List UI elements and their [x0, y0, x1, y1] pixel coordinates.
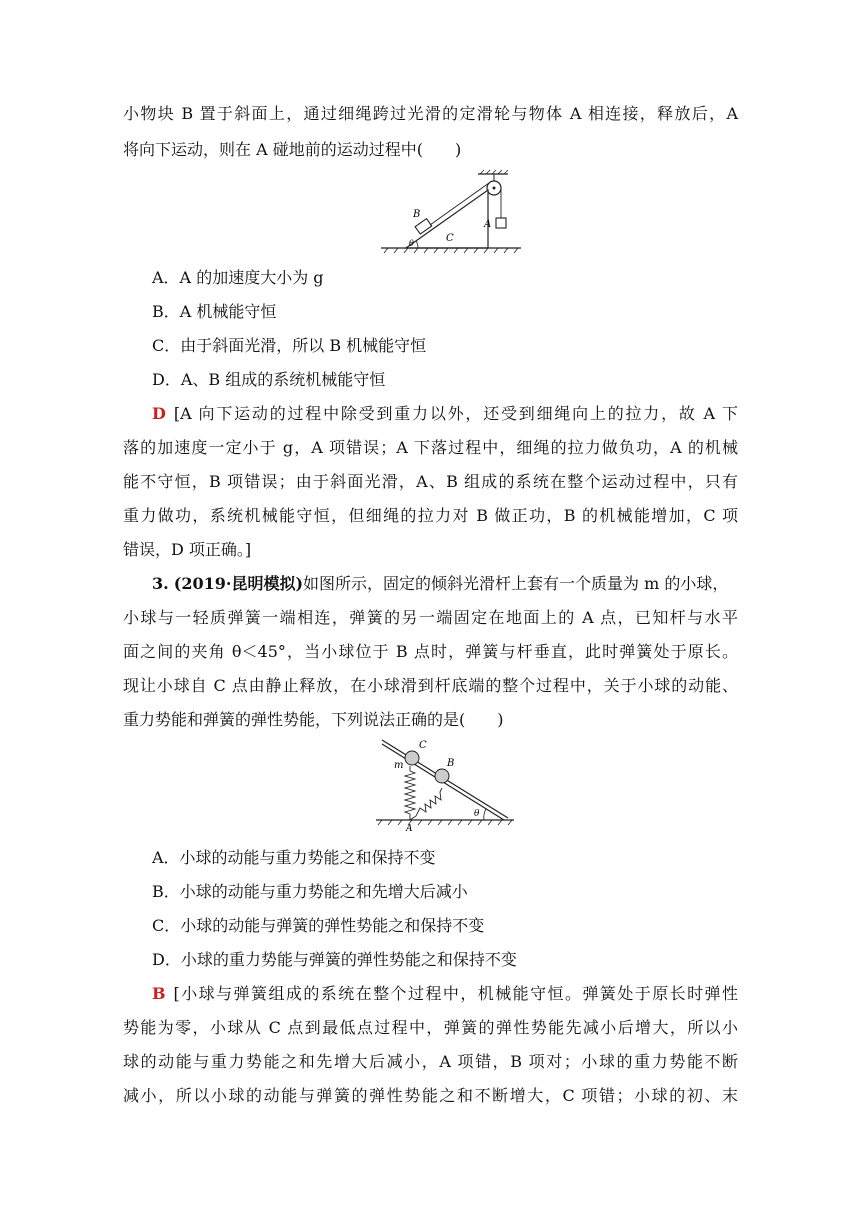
q3-answer-letter: B [152, 984, 166, 1003]
q3-explanation-line-4: 减小，所以小球的动能与弹簧的弹性势能之和不断增大，C 项错；小球的初、末 [123, 1086, 738, 1105]
q3-explanation-line-3: 球的动能与重力势能之和先增大后减小，A 项错，B 项对；小球的重力势能不断 [123, 1052, 738, 1071]
label-b: B [447, 758, 455, 769]
q3-stem-line-1: 3. (2019·昆明模拟)如图所示，固定的倾斜光滑杆上套有一个质量为 m 的小球， [152, 574, 729, 593]
q3-option-b: B．小球的动能与重力势能之和先增大后减小 [152, 882, 468, 901]
q2-option-a: A．A 的加速度大小为 g [152, 268, 324, 287]
q3-stem-line-5: 重力势能和弹簧的弹性势能，下列说法正确的是( ) [123, 710, 504, 729]
incline-pulley-figure [376, 168, 526, 262]
label-a: A [406, 824, 413, 832]
q2-stem-line-1: 小物块 B 置于斜面上，通过细绳跨过光滑的定滑轮与物体 A 相连接，释放后，A [123, 104, 738, 123]
q3-stem-line-3: 面之间的夹角 θ＜45°，当小球位于 B 点时，弹簧与杆垂直，此时弹簧处于原长。 [123, 642, 738, 661]
q3-option-a: A．小球的动能与重力势能之和保持不变 [152, 848, 436, 867]
label-theta: θ [409, 239, 414, 248]
q2-answer-letter: D [152, 404, 166, 423]
q3-explanation-line-2: 势能为零，小球从 C 点到最低点过程中，弹簧的弹性势能先减小后增大，所以小 [123, 1018, 738, 1037]
q3-stem-line-2: 小球与一轻质弹簧一端相连，弹簧的另一端固定在地面上的 A 点，已知杆与水平 [123, 608, 738, 627]
q3-option-c: C．小球的动能与弹簧的弹性势能之和保持不变 [152, 916, 485, 935]
q2-explanation-line-5: 错误，D 项正确。] [123, 540, 252, 559]
q2-option-c: C．由于斜面光滑，所以 B 机械能守恒 [152, 336, 427, 355]
q2-explanation-line-3: 能不守恒，B 项错误；由于斜面光滑，A、B 组成的系统在整个运动过程中，只有 [123, 472, 738, 491]
q2-explanation-line-2: 落的加速度一定小于 g，A 项错误；A 下落过程中，细绳的拉力做负功，A 的机械 [123, 438, 738, 457]
q2-option-b: B．A 机械能守恒 [152, 302, 277, 321]
q3-number: 3. [152, 574, 169, 593]
label-c: C [446, 233, 454, 244]
label-a: A [484, 219, 492, 230]
q2-option-d: D．A、B 组成的系统机械能守恒 [152, 370, 386, 389]
label-theta: θ [474, 809, 480, 819]
q2-explanation-line-4: 重力做功，系统机械能守恒，但细绳的拉力对 B 做正功，B 的机械能增加，C 项 [123, 506, 738, 525]
rod-spring-figure [368, 736, 518, 836]
q3-source: (2019·昆明模拟) [173, 574, 304, 593]
label-m: m [394, 760, 404, 771]
q2-explanation-line-1: D [A 向下运动的过程中除受到重力以外，还受到细绳向上的拉力，故 A 下 [152, 404, 738, 423]
q3-explanation-line-1: B [小球与弹簧组成的系统在整个过程中，机械能守恒。弹簧处于原长时弹性 [152, 984, 738, 1003]
q3-option-d: D．小球的重力势能与弹簧的弹性势能之和保持不变 [152, 950, 517, 969]
q3-stem-line-4: 现让小球自 C 点由静止释放，在小球滑到杆底端的整个过程中，关于小球的动能、 [123, 676, 738, 695]
label-c: C [419, 740, 427, 751]
q2-stem-line-2: 将向下运动，则在 A 碰地前的运动过程中( ) [123, 140, 462, 159]
label-b: B [413, 209, 421, 220]
